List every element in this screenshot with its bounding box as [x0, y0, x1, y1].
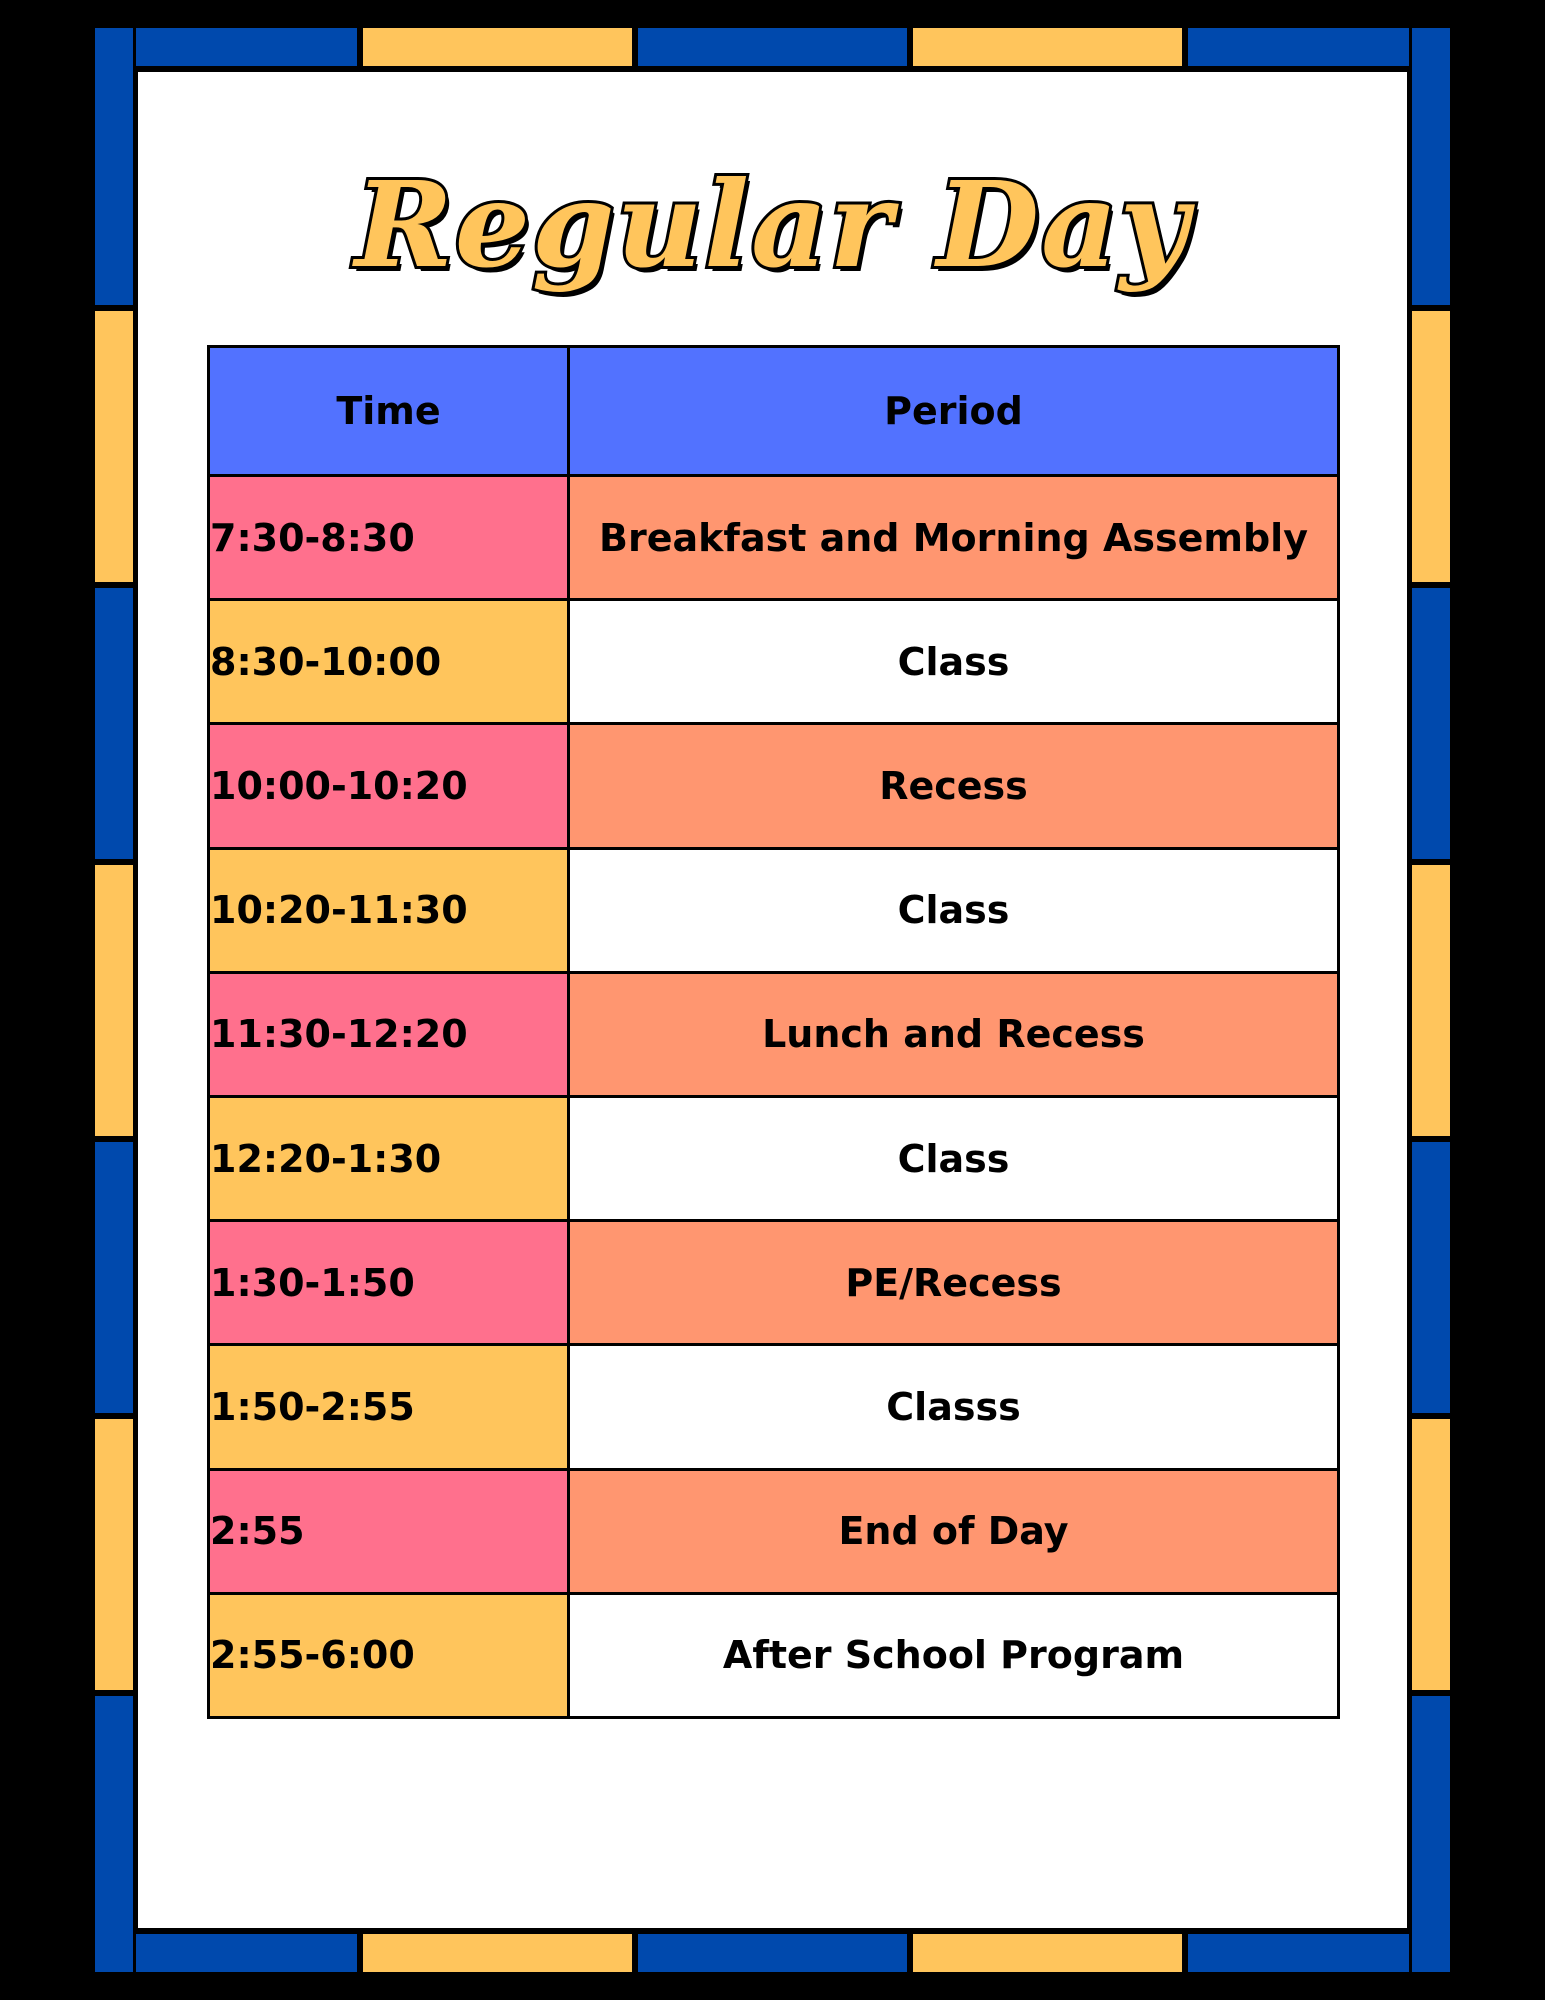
- border-segment: [635, 1931, 910, 1975]
- table-row: [209, 476, 1339, 600]
- table-row: [209, 972, 1339, 1096]
- border-segment: [635, 25, 910, 69]
- border-segment: [92, 585, 136, 862]
- table-header-row: [209, 347, 1339, 476]
- period-cell: PE/Recess: [569, 1221, 1339, 1345]
- period-cell: Breakfast and Morning Assembly: [569, 476, 1339, 600]
- border-segment: [92, 862, 136, 1139]
- border-segment: [1409, 862, 1453, 1139]
- table-row: [209, 724, 1339, 848]
- time-column-header: Time: [209, 347, 569, 476]
- border-segment: [1409, 1416, 1453, 1693]
- page-title: Regular Day: [354, 155, 1191, 294]
- time-cell: 2:55: [209, 1469, 569, 1593]
- period-cell: Lunch and Recess: [569, 972, 1339, 1096]
- period-cell: Classs: [569, 1345, 1339, 1469]
- time-cell: 10:20-11:30: [209, 848, 569, 972]
- schedule-table: [207, 345, 1340, 1719]
- period-cell: Recess: [569, 724, 1339, 848]
- border-segment: [360, 1931, 635, 1975]
- time-cell: 1:50-2:55: [209, 1345, 569, 1469]
- border-segment: [92, 1139, 136, 1416]
- period-cell: After School Program: [569, 1593, 1339, 1717]
- period-cell: Class: [569, 600, 1339, 724]
- time-cell: 8:30-10:00: [209, 600, 569, 724]
- time-cell: 1:30-1:50: [209, 1221, 569, 1345]
- border-segment: [360, 25, 635, 69]
- table-row: [209, 1345, 1339, 1469]
- period-cell: Class: [569, 848, 1339, 972]
- table-row: [209, 1469, 1339, 1593]
- time-cell: 7:30-8:30: [209, 476, 569, 600]
- time-cell: 11:30-12:20: [209, 972, 569, 1096]
- table-row: [209, 600, 1339, 724]
- table-row: [209, 1221, 1339, 1345]
- border-segment: [910, 25, 1185, 69]
- time-cell: 10:00-10:20: [209, 724, 569, 848]
- time-cell: 2:55-6:00: [209, 1593, 569, 1717]
- border-segment: [1409, 1139, 1453, 1416]
- border-segment: [92, 308, 136, 585]
- period-cell: Class: [569, 1096, 1339, 1220]
- table-row: [209, 1096, 1339, 1220]
- period-cell: End of Day: [569, 1469, 1339, 1593]
- time-cell: 12:20-1:30: [209, 1096, 569, 1220]
- table-row: [209, 848, 1339, 972]
- border-segment: [92, 1416, 136, 1693]
- table-row: [209, 1593, 1339, 1717]
- period-column-header: Period: [569, 347, 1339, 476]
- border-segment: [1409, 308, 1453, 585]
- border-segment: [1409, 1693, 1453, 1975]
- border-segment: [910, 1931, 1185, 1975]
- border-segment: [1409, 585, 1453, 862]
- border-segment: [92, 1693, 136, 1975]
